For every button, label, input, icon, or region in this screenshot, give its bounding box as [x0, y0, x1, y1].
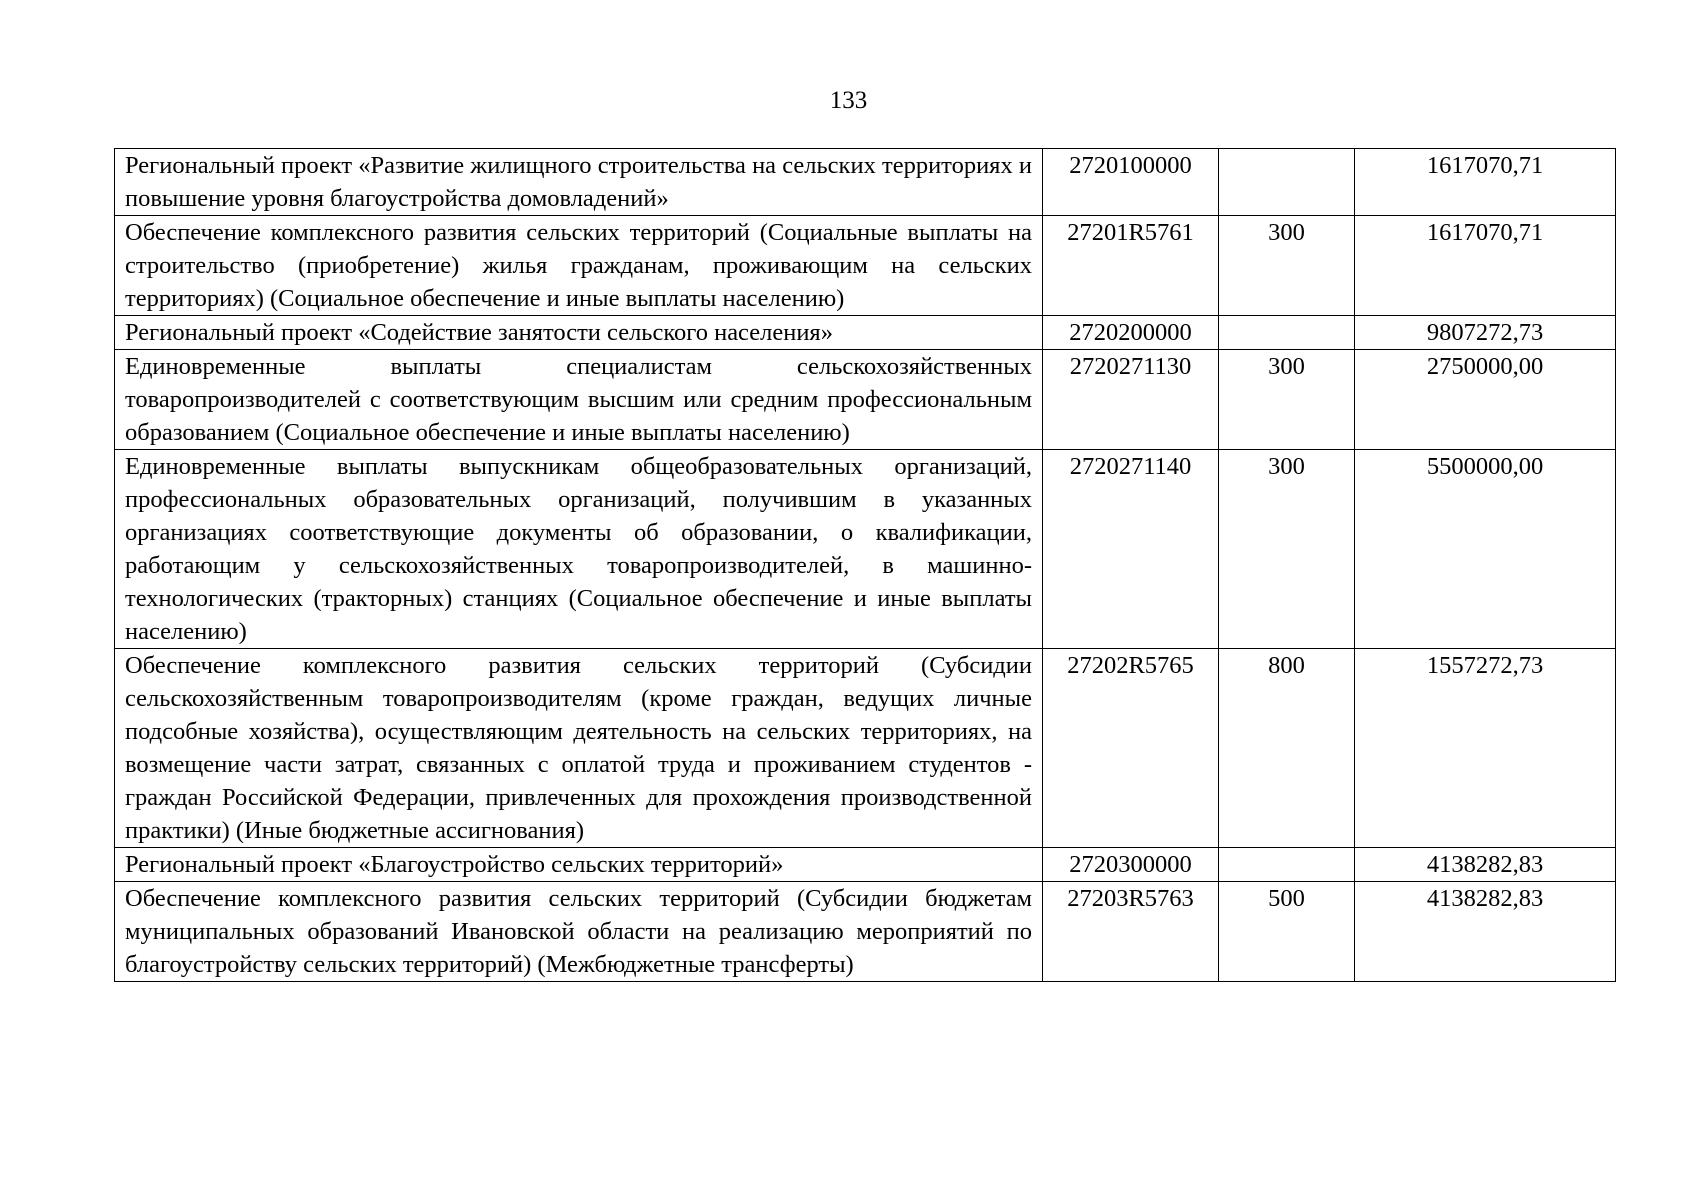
row-type [1219, 316, 1355, 350]
row-name: Единовременные выплаты выпускникам общеобразовательных организаций, профессиональных образовательных организаций, получившим в указанных организациях соответствующие документы об образовании, о квалификации, работающим у сельскохозяйственных товаропроизводителей, в машинно-технологических (тракторных) станциях (Социальное обеспечение и иные выплаты населению) [115, 450, 1043, 649]
row-type: 300 [1219, 350, 1355, 450]
page-number: 133 [829, 87, 868, 114]
row-name: Единовременные выплаты специалистам сельскохозяйственных товаропроизводителей с соответствующим высшим или средним профессиональным образованием (Социальное обеспечение и иные выплаты населению) [115, 350, 1043, 450]
row-amount: 1617070,71 [1355, 149, 1616, 216]
row-name: Обеспечение комплексного развития сельских территорий (Социальные выплаты на строительство (приобретение) жилья гражданам, проживающим на сельских территориях) (Социальное обеспечение и иные выплаты населению) [115, 216, 1043, 316]
table-row [115, 848, 1616, 882]
table-row [115, 882, 1616, 982]
row-name: Региональный проект «Развитие жилищного строительства на сельских территориях и повышение уровня благоустройства домовладений» [115, 149, 1043, 216]
row-amount: 9807272,73 [1355, 316, 1616, 350]
row-code: 2720100000 [1043, 149, 1219, 216]
table-row [115, 149, 1616, 216]
row-amount: 4138282,83 [1355, 882, 1616, 982]
row-code: 27202R5765 [1043, 649, 1219, 848]
row-code: 2720271130 [1043, 350, 1219, 450]
table-row [115, 316, 1616, 350]
row-name: Обеспечение комплексного развития сельских территорий (Субсидии сельскохозяйственным товаропроизводителям (кроме граждан, ведущих личные подсобные хозяйства), осуществляющим деятельность на сельских территориях, на возмещение части затрат, связанных с оплатой труда и проживанием студентов - граждан Российской Федерации, привлеченных для прохождения производственной практики) (Иные бюджетные ассигнования) [115, 649, 1043, 848]
row-code: 2720300000 [1043, 848, 1219, 882]
budget-table [114, 148, 1616, 982]
table-row [115, 216, 1616, 316]
row-amount: 2750000,00 [1355, 350, 1616, 450]
row-name: Региональный проект «Содействие занятости сельского населения» [115, 316, 1043, 350]
row-amount: 1557272,73 [1355, 649, 1616, 848]
row-name: Региональный проект «Благоустройство сельских территорий» [115, 848, 1043, 882]
row-amount: 5500000,00 [1355, 450, 1616, 649]
row-amount: 4138282,83 [1355, 848, 1616, 882]
row-amount: 1617070,71 [1355, 216, 1616, 316]
row-code: 27203R5763 [1043, 882, 1219, 982]
row-code: 2720200000 [1043, 316, 1219, 350]
table-row [115, 350, 1616, 450]
row-name: Обеспечение комплексного развития сельских территорий (Субсидии бюджетам муниципальных образований Ивановской области на реализацию мероприятий по благоустройству сельских территорий) (Межбюджетные трансферты) [115, 882, 1043, 982]
row-type: 500 [1219, 882, 1355, 982]
row-code: 27201R5761 [1043, 216, 1219, 316]
row-code: 2720271140 [1043, 450, 1219, 649]
table-row [115, 450, 1616, 649]
row-type [1219, 848, 1355, 882]
row-type: 800 [1219, 649, 1355, 848]
table-row [115, 649, 1616, 848]
row-type: 300 [1219, 216, 1355, 316]
row-type [1219, 149, 1355, 216]
row-type: 300 [1219, 450, 1355, 649]
